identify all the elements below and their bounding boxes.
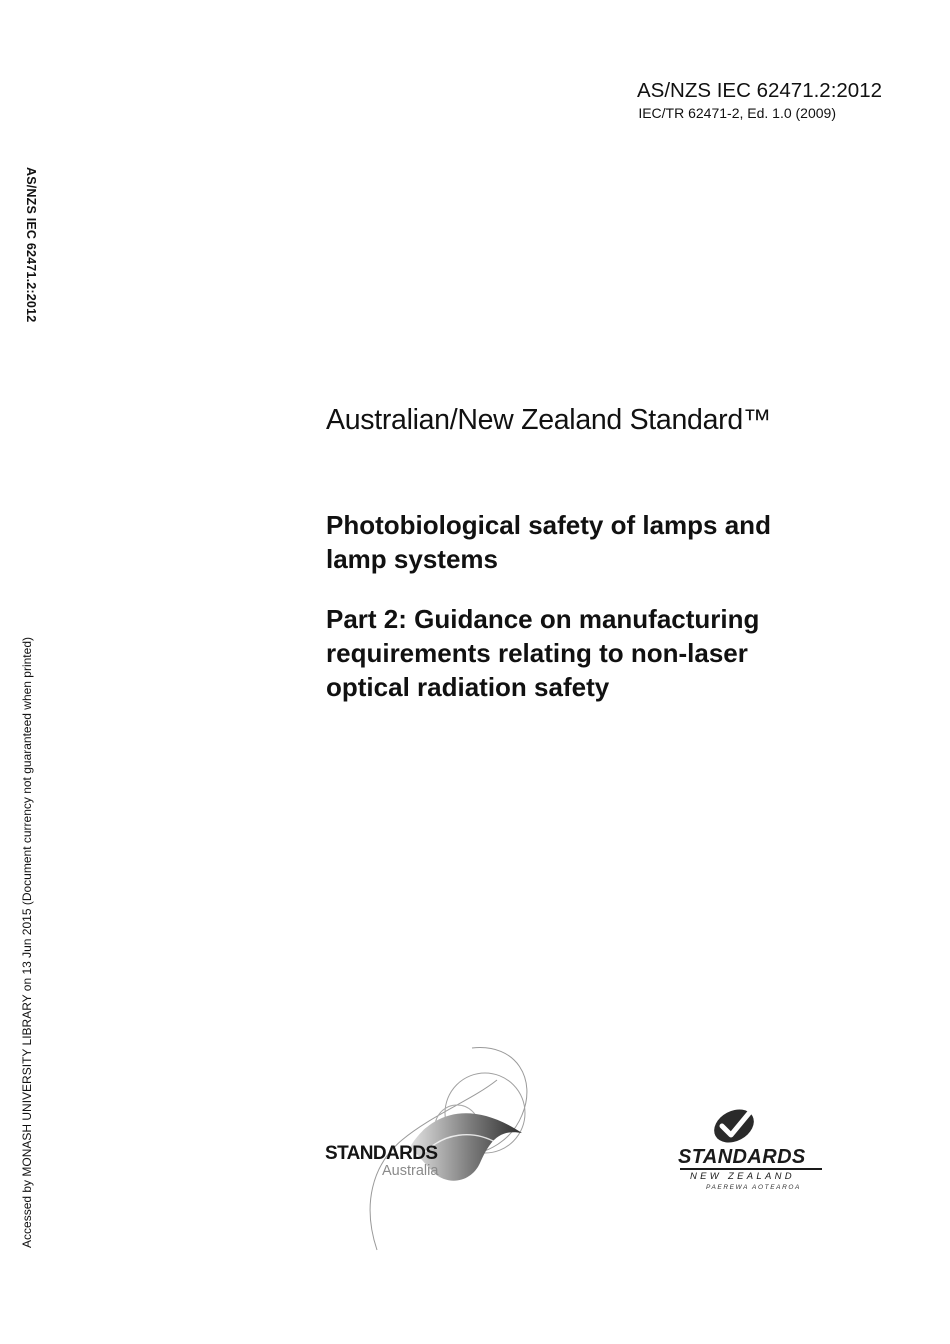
document-title bbox=[326, 508, 866, 576]
logo-maori-subword: PAEREWA AOTEAROA bbox=[706, 1184, 801, 1191]
standard-type: Australian/New Zealand Standard™ bbox=[326, 404, 772, 436]
access-note: Accessed by MONASH UNIVERSITY LIBRARY on 13 Jun 2015 (Document currency not guaranteed when printed) bbox=[20, 637, 34, 1248]
title-line: Photobiological safety of lamps and bbox=[326, 510, 771, 540]
standards-new-zealand-logo bbox=[676, 1100, 836, 1200]
logo-divider bbox=[680, 1168, 822, 1170]
logo-subword: Australia bbox=[382, 1163, 439, 1179]
iec-reference: IEC/TR 62471-2, Ed. 1.0 (2009) bbox=[638, 105, 836, 121]
side-standard-number: AS/NZS IEC 62471.2:2012 bbox=[24, 167, 38, 323]
logo-wordmark: STANDARDS bbox=[678, 1146, 806, 1168]
part-title bbox=[326, 602, 886, 704]
standards-australia-logo bbox=[322, 1045, 542, 1255]
part-line: requirements relating to non-laser bbox=[326, 638, 748, 668]
logo-wordmark: STANDARDS bbox=[325, 1143, 438, 1164]
part-line: optical radiation safety bbox=[326, 672, 610, 702]
logo-subword: NEW ZEALAND bbox=[690, 1171, 795, 1182]
title-line: lamp systems bbox=[326, 544, 498, 574]
part-line: Part 2: Guidance on manufacturing bbox=[326, 604, 760, 634]
standard-number: AS/NZS IEC 62471.2:2012 bbox=[636, 79, 882, 102]
